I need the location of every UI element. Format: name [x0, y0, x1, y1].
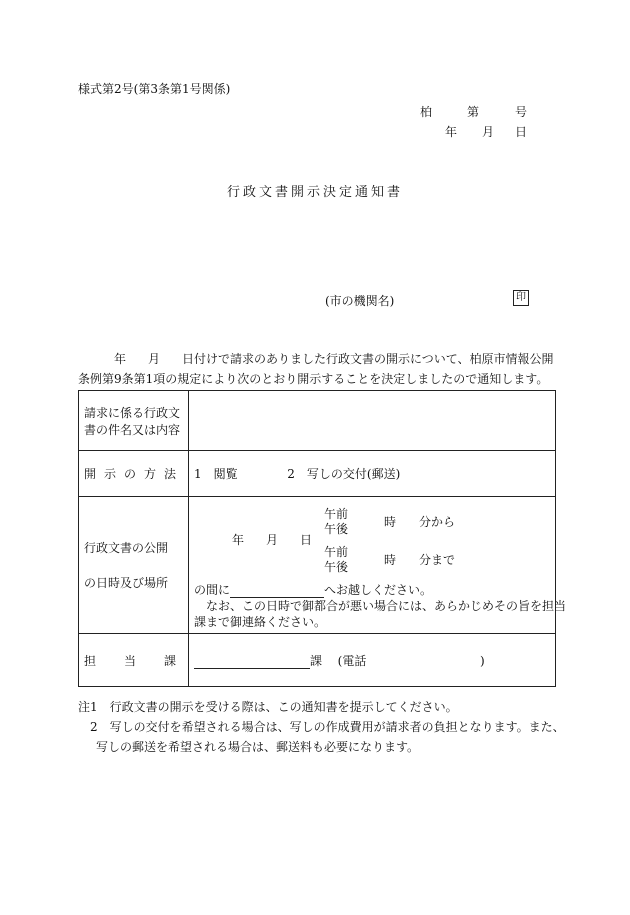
dept-header-char: 当 — [123, 653, 136, 668]
method-header-char: 法 — [163, 467, 176, 481]
table-row — [79, 451, 556, 497]
issue-date-month: 月 — [482, 125, 495, 139]
note-2-cont: 写しの郵送を希望される場合は、郵送料も必要になります。 — [96, 740, 420, 754]
dept-name-blank[interactable] — [194, 655, 310, 669]
subject-header — [79, 391, 189, 451]
table-row — [79, 391, 556, 451]
seal-mark: 印 — [513, 290, 529, 306]
place-suffix: へお越しください。 — [324, 583, 433, 597]
doc-number-suffix: 号 — [515, 105, 528, 119]
until-am: 午前 — [324, 545, 349, 559]
method-header-char: 開 — [84, 467, 97, 481]
dept-value — [189, 634, 556, 687]
schedule-year: 年 — [232, 533, 245, 547]
issue-date-year: 年 — [445, 125, 458, 139]
from-minute: 分から — [419, 515, 456, 529]
place-blank[interactable] — [230, 584, 324, 598]
table-row — [79, 497, 556, 634]
intro-line-2: 条例第9条第1項の規定により次のとおり開示することを決定しましたので通知します。 — [78, 372, 549, 386]
place-prefix: の間に — [194, 583, 231, 597]
schedule-month: 月 — [266, 533, 279, 547]
from-am: 午前 — [324, 507, 349, 521]
notes — [78, 697, 565, 757]
note-1: 注1 行政文書の開示を受ける際は、この通知書を提示してください。 — [78, 700, 458, 714]
schedule-note-1: なお、この日時で御都合が悪い場合には、あらかじめその旨を担当 — [206, 599, 567, 613]
intro-month: 月 — [148, 352, 161, 366]
table-row — [79, 634, 556, 687]
method-header-char: 示 — [103, 467, 116, 481]
method-option-copy[interactable]: 2 写しの交付(郵送) — [287, 467, 401, 481]
until-pm: 午後 — [324, 560, 349, 574]
dept-header — [79, 634, 189, 687]
intro-year: 年 — [114, 352, 127, 366]
method-header-char: 方 — [143, 467, 156, 481]
sender-name: (市の機関名) — [325, 294, 395, 308]
schedule-header-line-1: 行政文書の公開 — [84, 541, 169, 555]
dept-header-char: 課 — [163, 653, 176, 668]
until-minute: 分まで — [419, 553, 456, 567]
from-hour: 時 — [384, 515, 397, 529]
note-2: 2 写しの交付を希望される場合は、写しの作成費用が請求者の負担となります。また、 — [90, 720, 565, 734]
subject-value[interactable] — [189, 391, 556, 451]
from-pm: 午後 — [324, 522, 349, 536]
disclosure-table — [78, 390, 567, 687]
schedule-note-2: 課まで御連絡ください。 — [194, 615, 327, 629]
form-number: 様式第2号(第3条第1号関係) — [78, 82, 231, 96]
document-title: 行政文書開示決定通知書 — [226, 185, 403, 200]
dept-tel-label: (電話 — [337, 653, 367, 668]
intro-paragraph — [78, 349, 558, 389]
subject-header-line-2: 書の件名又は内容 — [84, 422, 181, 437]
schedule-header-line-2: の日時及び場所 — [84, 576, 169, 590]
dept-suffix: 課 — [310, 653, 323, 668]
method-value — [189, 451, 556, 497]
intro-text-1: 日付けで請求のありました行政文書の開示について、柏原市情報公開 — [182, 352, 554, 366]
schedule-day: 日 — [300, 533, 313, 547]
doc-number-prefix: 柏 — [420, 105, 433, 119]
schedule-block — [194, 499, 567, 631]
issue-date-day: 日 — [515, 125, 528, 139]
dept-tel-close: ) — [480, 653, 485, 668]
method-header — [79, 451, 189, 497]
until-hour: 時 — [384, 553, 397, 567]
place-line — [194, 581, 432, 598]
schedule-header — [79, 497, 189, 634]
schedule-value — [189, 497, 567, 634]
method-header-char: の — [123, 467, 136, 481]
intro-line-1 — [78, 349, 558, 369]
dept-header-char: 担 — [84, 653, 97, 668]
method-option-view[interactable]: 1 閲覧 — [194, 467, 238, 481]
doc-number-mid: 第 — [467, 105, 480, 119]
subject-header-line-1: 請求に係る行政文 — [84, 405, 181, 420]
